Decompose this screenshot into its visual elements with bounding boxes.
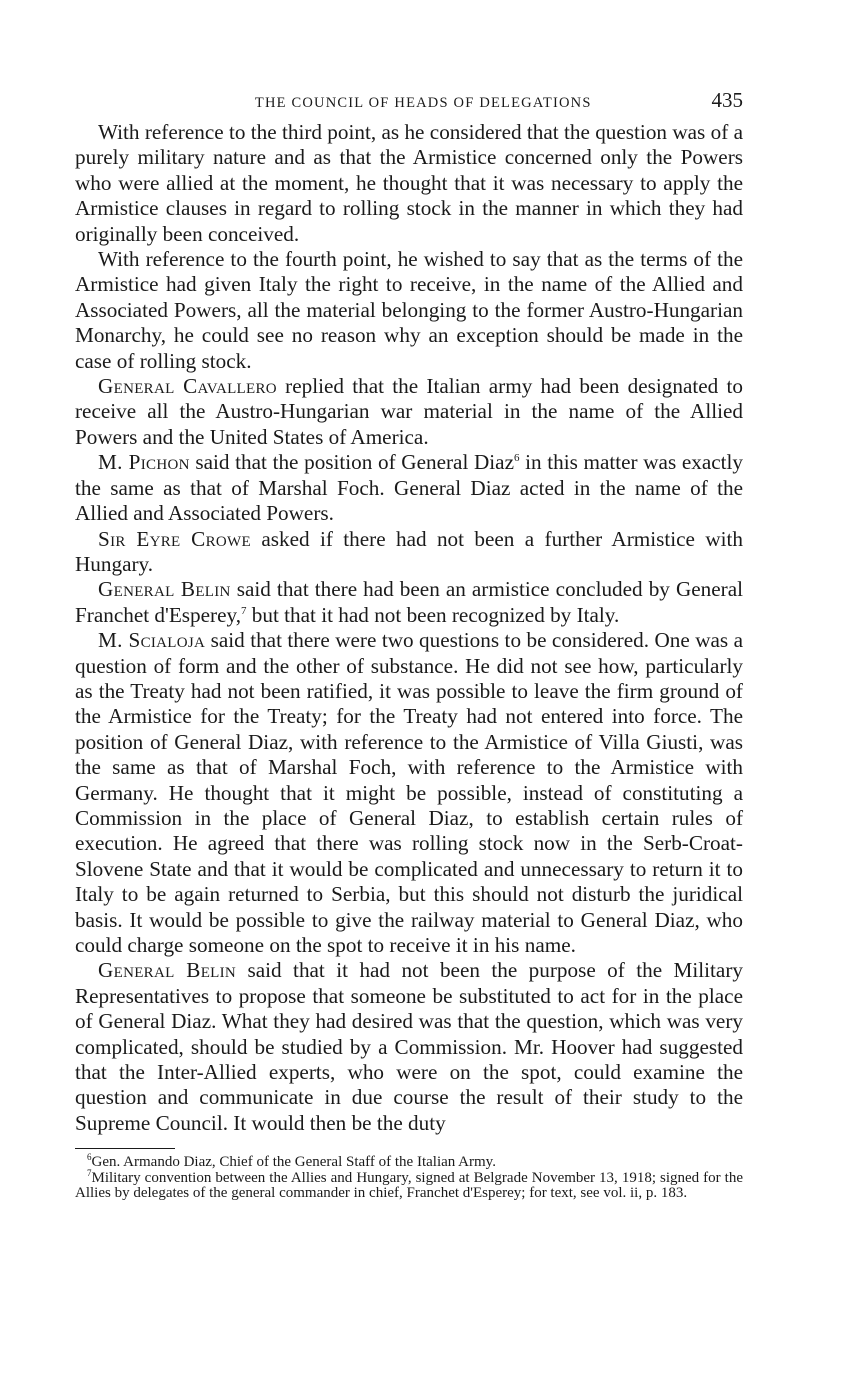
speaker-name: General Belin [98,958,237,983]
footnote-ref[interactable]: 6 [513,452,520,465]
body-text [75,120,743,1136]
paragraph: General Belin said that there had been an armistice concluded by General Franchet d'Esperey,$^7$ but that it had not been recognized by Italy. [75,577,743,627]
speaker-name: M. Scialoja [98,628,206,653]
paragraph: General Belin said that it had not been the purpose of the Military Representatives to propose that someone be substituted to act for in the place of General Diaz. What they had desired was that the question, which was very complicated, should be studied by a Commission. Mr. Hoover had suggested that the Inter-Allied experts, who were on the spot, could examine the question and communicate in due course the result of their study to the Supreme Council. It would then be the duty [75,958,743,1135]
footnote-divider [75,1148,175,1149]
speaker-name: General Cavallero [98,374,277,399]
paragraph: With reference to the fourth point, he wished to say that as the terms of the Armistice had given Italy the right to receive, in the name of the Allied and Associated Powers, all the material belonging to the former Austro-Hungarian Monarchy, he could see no reason why an exception should be made in the case of rolling stock. [75,247,743,373]
speaker-name: General Belin [98,577,231,602]
paragraph: With reference to the third point, as he considered that the question was of a purely military nature and as that the Armistice concerned only the Powers who were allied at the moment, he thought that it was necessary to apply the Armistice clauses in regard to rolling stock in the manner in which they had originally been conceived. [75,120,743,246]
speaker-name: Sir Eyre Crowe [98,526,251,551]
paragraph: M. Pichon said that the position of General Diaz$^6$ in this matter was exactly the same as that of Marshal Foch. General Diaz acted in the name of the Allied and Associated Powers. [75,450,743,526]
footnotes [75,1152,743,1202]
paragraph: M. Scialoja said that there were two questions to be considered. One was a question of form and the other of substance. He did not see how, particularly as the Treaty had not been ratified, it was possible to leave the firm ground of the Armistice for the Treaty; for the Treaty had not entered into force. The position of General Diaz, with reference to the Armistice of Villa Giusti, was the same as that of Marshal Foch, with reference to the Armistice with Germany. He thought that it might be possible, instead of constituting a Commission in the place of General Diaz, to establish certain rules of execution. He agreed that there was rolling stock now in the Serb-Croat-Slovene State and that it would be complicated and unnecessary to return it to Italy to be again returned to Serbia, but this should not disturb the juridical basis. It would be possible to give the railway material to General Diaz, who could charge someone on the spot to receive it in his name. [75,628,744,957]
footnote-mark: 7 [87,1167,92,1178]
page-number: 435 [711,88,743,112]
footnote: $^7$Military convention between the Allies and Hungary, signed at Belgrade November 13, 1918; signed for the Allies by delegates of the general commander in chief, Franchet d'Esperey; for text, see vol. ii, p. 183. [75,1167,743,1202]
paragraph: Sir Eyre Crowe asked if there had not been a further Armistice with Hungary. [75,526,743,576]
page-header [75,88,743,118]
speaker-name: M. Pichon [98,450,190,475]
document-page [75,88,743,1202]
running-head: THE COUNCIL OF HEADS OF DELEGATIONS [254,95,592,111]
footnote: $^6$Gen. Armando Diaz, Chief of the General Staff of the Italian Army. [87,1152,496,1171]
footnote-mark: 6 [87,1152,92,1163]
footnote-ref[interactable]: 7 [241,604,247,617]
paragraph: General Cavallero replied that the Italian army had been designated to receive all the Austro-Hungarian war material in the name of the Allied Powers and the United States of America. [75,374,743,449]
